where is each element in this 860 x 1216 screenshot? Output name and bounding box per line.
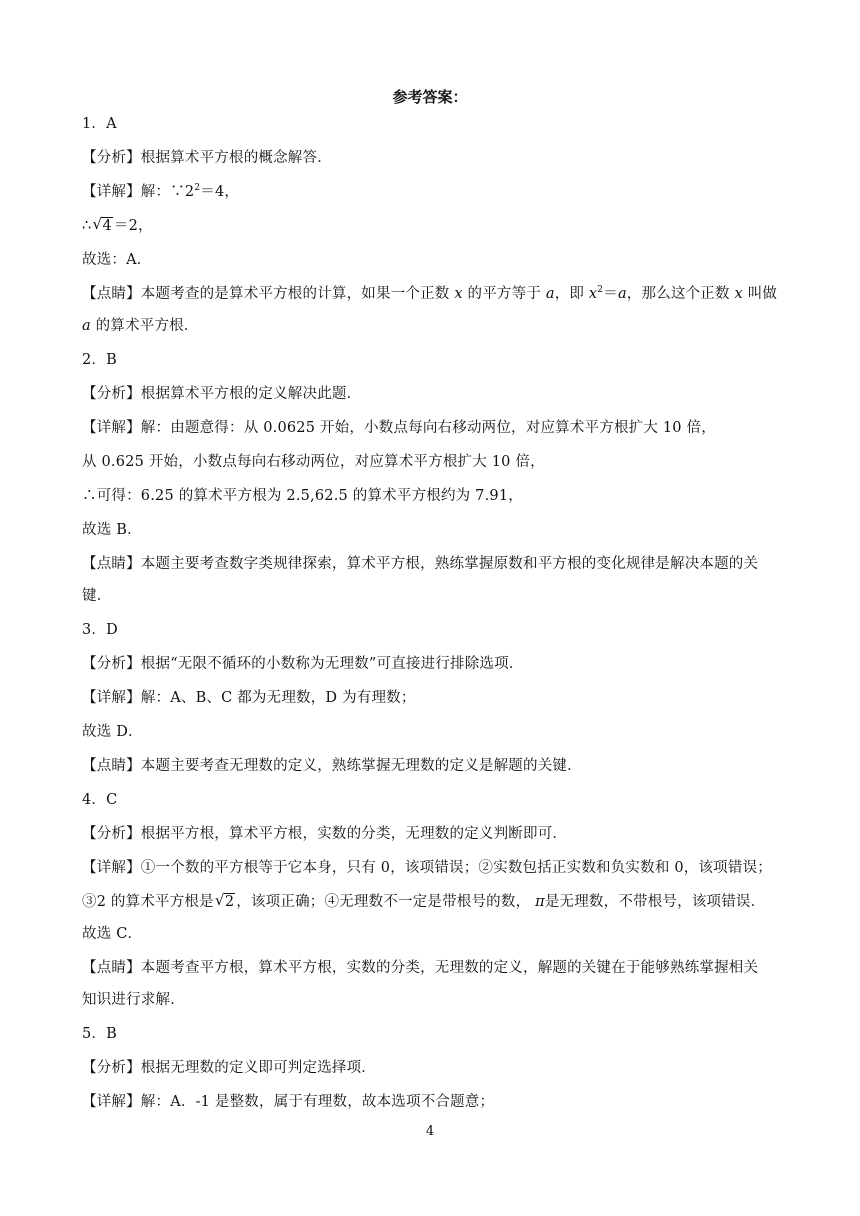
q4-comment-2: 知识进行求解． — [82, 992, 185, 1008]
q1-comment-x2: x — [588, 286, 598, 302]
q1-radicand: 4 — [102, 218, 112, 234]
q1-var-a-2: a — [617, 286, 627, 302]
q1-sqrt — [92, 216, 112, 236]
q1-var-a: a — [545, 286, 555, 302]
page-title: 参考答案： — [392, 88, 468, 106]
q4-head: 4．C — [82, 792, 118, 808]
q1-detail — [82, 182, 800, 202]
q4-detail-2-mid: ，该项正确；④无理数不一定是带根号的数， — [236, 894, 531, 910]
q5-detail: 【详解】解：A．-1 是整数，属于有理数，故本选项不合题意； — [82, 1094, 495, 1110]
q4-choice: 故选 C． — [82, 926, 143, 942]
q1-therefore-post: ＝2， — [113, 218, 153, 234]
q2-analysis: 【分析】根据算术平方根的定义解决此题． — [82, 386, 362, 402]
q1-detail-pre: 【详解】解：∵2 — [82, 184, 195, 200]
q3-head: 3．D — [82, 622, 118, 638]
q4-pi: π — [535, 894, 545, 910]
q1-comment-c: ，即 — [554, 286, 585, 302]
q1-therefore-pre: ∴ — [82, 218, 92, 234]
q3-comment: 【点睛】本题主要考查无理数的定义，熟练掌握无理数的定义是解题的关键． — [82, 758, 582, 774]
q2-detail-3: ∴可得：6.25 的算术平方根为 2.5,62.5 的算术平方根约为 7.91， — [82, 488, 523, 504]
q1-var-a-3: a — [82, 318, 91, 334]
q1-comment-g: 的算术平方根． — [95, 318, 199, 334]
q1-therefore — [82, 216, 800, 236]
q4-detail-2 — [82, 892, 800, 912]
q1-comment-line2 — [82, 316, 800, 336]
q4-detail-2-post: 是无理数，不带根号，该项错误． — [544, 894, 766, 910]
q1-comment-d: ＝ — [603, 286, 618, 302]
q1-var-x-2: x — [734, 286, 743, 302]
q2-head: 2．B — [82, 352, 117, 368]
q1-analysis: 【分析】根据算术平方根的概念解答． — [82, 150, 332, 166]
q1-detail-post: ＝4， — [200, 184, 240, 200]
q2-comment-2: 键． — [82, 588, 112, 604]
q3-detail: 【详解】解：A、B、C 都为无理数，D 为有理数； — [82, 690, 416, 706]
page-number: 4 — [425, 1124, 435, 1139]
q5-head: 5．B — [82, 1026, 117, 1042]
q1-comment-e: ，那么这个正数 — [626, 286, 730, 302]
q5-analysis: 【分析】根据无理数的定义即可判定选择项． — [82, 1060, 376, 1076]
q2-detail-2: 从 0.625 开始，小数点每向右移动两位，对应算术平方根扩大 10 倍， — [82, 454, 545, 470]
q4-comment-1: 【点睛】本题考查平方根，算术平方根，实数的分类，无理数的定义，解题的关键在于能够熟练掌握相关 — [82, 960, 759, 976]
q1-detail-exp: 2 — [194, 183, 201, 193]
q1-comment-line1 — [82, 284, 800, 304]
q2-detail-1: 【详解】解：由题意得：从 0.0625 开始，小数点每向右移动两位，对应算术平方根扩大 10 倍， — [82, 420, 716, 436]
q4-radicand: 2 — [224, 894, 235, 910]
q1-choice: 故选：A． — [82, 252, 152, 268]
q2-choice: 故选 B． — [82, 522, 142, 538]
q3-choice: 故选 D． — [82, 724, 143, 740]
q1-comment-f: 叫做 — [747, 286, 778, 302]
q1-head: 1．A — [82, 116, 117, 132]
q4-sqrt — [215, 892, 235, 912]
q2-comment-1: 【点睛】本题主要考查数字类规律探索，算术平方根，熟练掌握原数和平方根的变化规律是解决本题的关 — [82, 556, 759, 572]
q4-detail-2-pre: ③2 的算术平方根是 — [82, 894, 214, 910]
q4-detail-1: 【详解】①一个数的平方根等于它本身，只有 0，该项错误；②实数包括正实数和负实数和 0，该项错误； — [82, 860, 772, 876]
q1-var-x: x — [454, 286, 463, 302]
q3-analysis: 【分析】根据“无限不循环的小数称为无理数”可直接进行排除选项． — [82, 656, 524, 672]
q1-comment-b: 的平方等于 — [467, 286, 542, 302]
q1-comment-a: 【点睛】本题考查的是算术平方根的计算，如果一个正数 — [82, 286, 450, 302]
q1-comment-exp: 2 — [597, 285, 604, 295]
q4-analysis: 【分析】根据平方根，算术平方根，实数的分类，无理数的定义判断即可． — [82, 826, 568, 842]
